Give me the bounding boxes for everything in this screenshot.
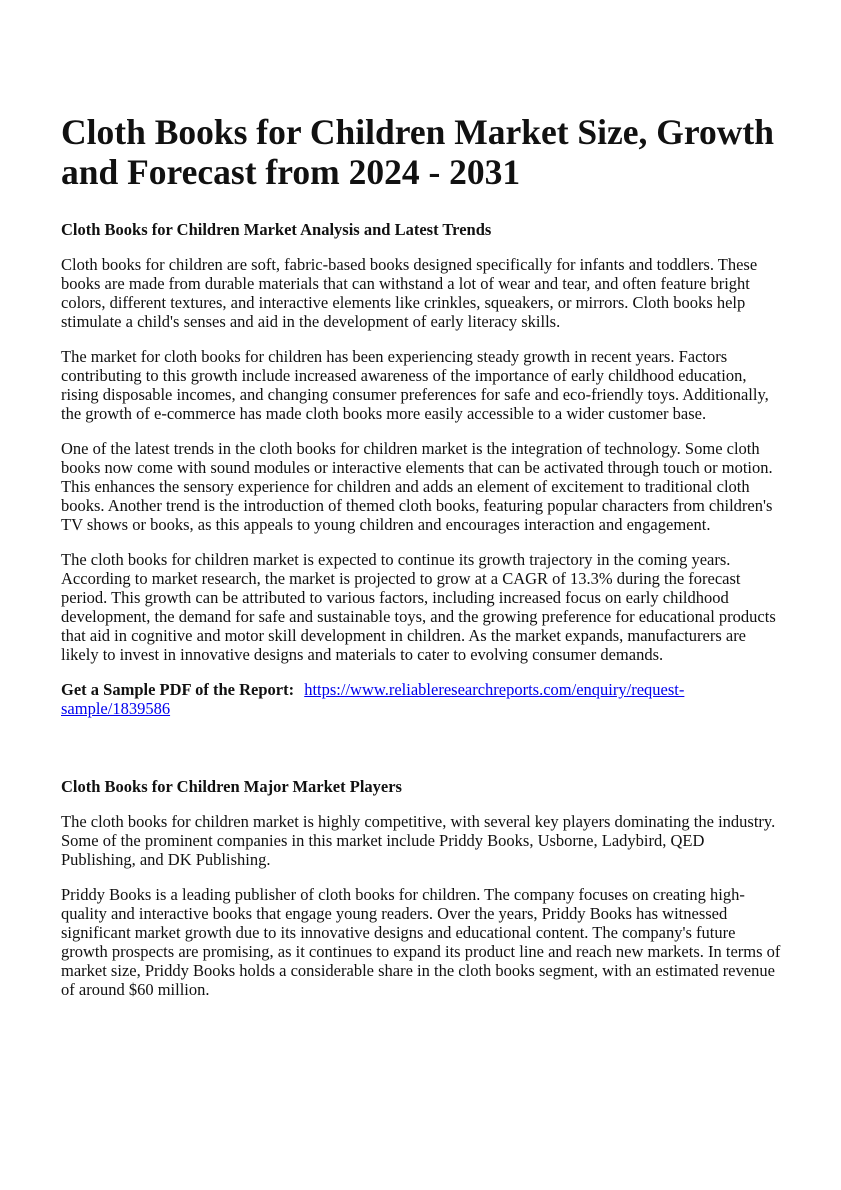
paragraph: One of the latest trends in the cloth books for children market is the integration of technology. Some cloth books now come with sound modules or interactive elements that can be activated through touch or motion. This enhances the sensory experience for children and adds an element of excitement to traditional cloth books. Another trend is the introduction of themed cloth books, featuring popular characters from children's TV shows or books, as this appeals to young children and encourages interaction and engagement.	[61, 439, 773, 534]
sample-pdf-label: Get a Sample PDF of the Report:	[61, 680, 295, 699]
section-spacer	[61, 718, 783, 777]
document-title: Cloth Books for Children Market Size, Growth and Forecast from 2024 - 2031	[61, 112, 774, 192]
paragraph: The market for cloth books for children has been experiencing steady growth in recent years. Factors contributing to this growth include increased awareness of the importance of early childhood education, rising disposable incomes, and changing consumer preferences for safe and eco-friendly toys. Additionally, the growth of e-commerce has made cloth books more easily accessible to a wider customer base.	[61, 347, 769, 423]
paragraph: The cloth books for children market is expected to continue its growth trajectory in the coming years. According to market research, the market is projected to grow at a CAGR of 13.3% during the forecast period. This growth can be attributed to various factors, including increased focus on early childhood development, the demand for safe and sustainable toys, and the growing preference for educational products that aid in cognitive and motor skill development in children. As the market expands, manufacturers are likely to invest in innovative designs and materials to cater to evolving consumer demands.	[61, 550, 776, 664]
paragraph: Priddy Books is a leading publisher of cloth books for children. The company focuses on creating high-quality and interactive books that engage young readers. Over the years, Priddy Books has witnessed significant market growth due to its innovative designs and educational content. The company's future growth prospects are promising, as it continues to expand its product line and reach new markets. In terms of market size, Priddy Books holds a considerable share in the cloth books segment, with an estimated revenue of around $60 million.	[61, 885, 781, 999]
section-heading-players: Cloth Books for Children Major Market Players	[61, 777, 402, 796]
section-heading-analysis: Cloth Books for Children Market Analysis and Latest Trends	[61, 220, 492, 239]
paragraph: The cloth books for children market is highly competitive, with several key players dominating the industry. Some of the prominent companies in this market include Priddy Books, Usborne, Ladybird, QED Publishing, and DK Publishing.	[61, 812, 776, 869]
sample-pdf-line	[61, 680, 783, 718]
document-page	[61, 112, 783, 1015]
sample-pdf-link[interactable]: https://www.reliableresearchreports.com/enquiry/request-sample/1839586	[61, 680, 685, 718]
paragraph: Cloth books for children are soft, fabric-based books designed specifically for infants and toddlers. These books are made from durable materials that can withstand a lot of wear and tear, and often feature bright colors, different textures, and interactive elements like crinkles, squeakers, or mirrors. Cloth books help stimulate a child's senses and aid in the development of early literacy skills.	[61, 255, 758, 331]
